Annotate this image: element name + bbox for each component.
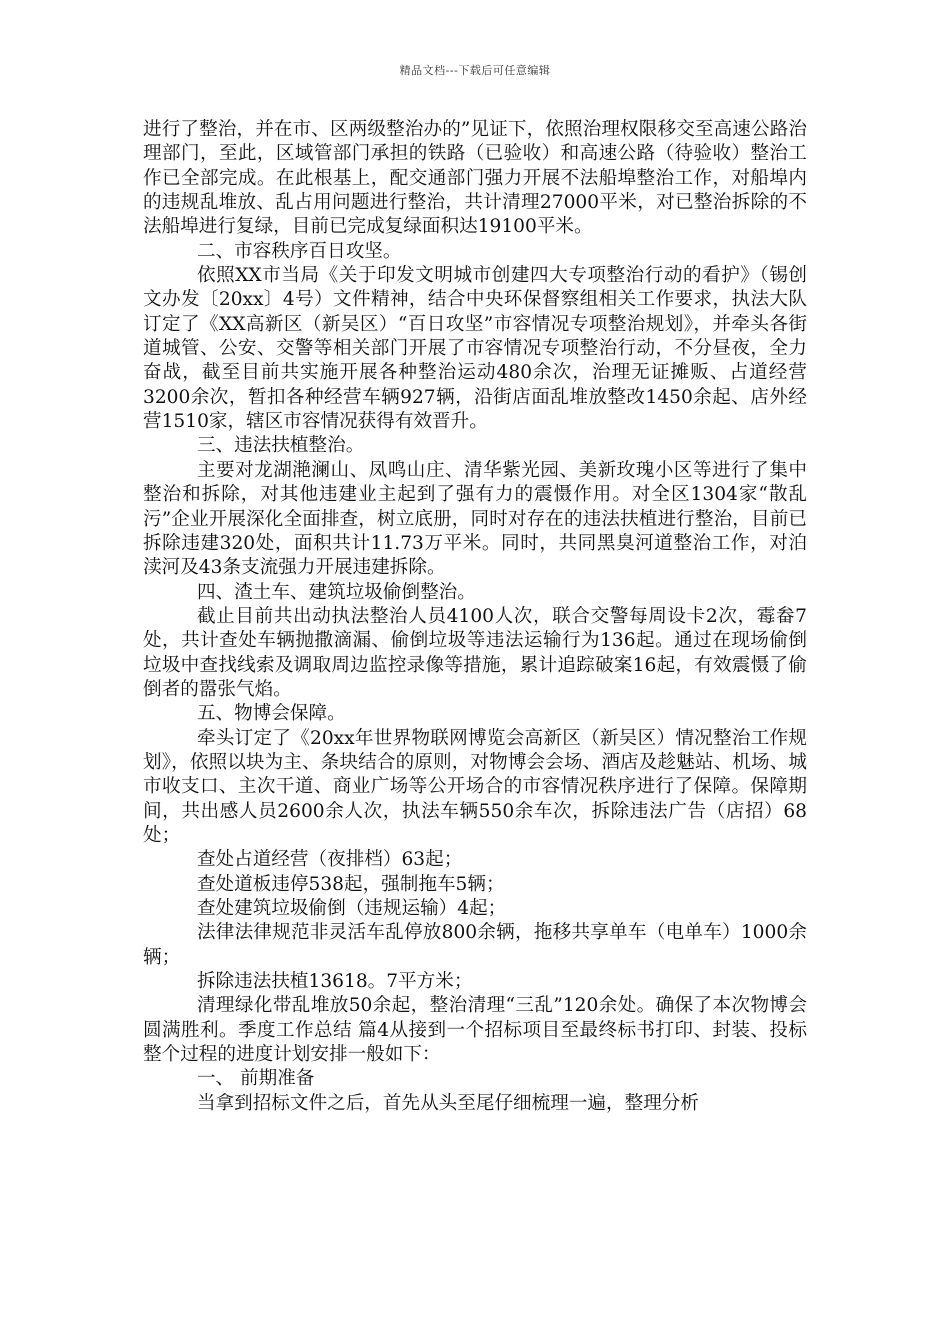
paragraph-continuation: 进行了整治，并在市、区两级整治办的”见证下，依照治理权限移交至高速公路治理部门，至此，区域管部门承担的铁路（已验收）和高速公路（待验收）整治工作已全部完成。在此根基上，配交通部门强力开展不法船埠整治工作，对船埠内的违规乱堆放、乱占用问题进行整治，共计清理27000平米，对已整治拆除的不法船埠进行复绿，目前已完成复绿面积达19100平米。 — [143, 119, 807, 238]
paragraph-summary: 清理绿化带乱堆放50余起，整治清理“三乱”120余处。确保了本次物博会圆满胜利。季度工作总结 篇4从接到一个招标项目至最终标书打印、封装、投标整个过程的进度计划安排一般如下： — [143, 995, 807, 1066]
paragraph-prep: 当拿到招标文件之后，首先从头至尾仔细梳理一遍，整理分析 — [196, 1092, 699, 1114]
section-heading-prep: 一、 前期准备 — [196, 1068, 315, 1090]
paragraph-section-5: 牵头订定了《20xx年世界物联网博览会高新区（新吴区）情况整治工作规划》，依照以块为主、条块结合的原则，对物博会会场、酒店及趁魅站、机场、城市收支口、主次干道、商业广场等公开场合的市容情况秩序进行了保障。保障期间，共出感人员2600余人次，执法车辆550余车次，拆除违法广告（店招）68处； — [143, 727, 807, 846]
paragraph-section-2: 依照XX市当局《关于印发文明城市创建四大专项整治行动的看护》（锡创文办发〔20xx〕4号）文件精神，结合中央环保督察组相关工作要求，执法大队订定了《XX高新区（新吴区）“百日攻坚”市容情况专项整治规划》，并牵头各街道城管、公安、交警等相关部门开展了市容情况专项整治行动，不分昼夜，全力奋战，截至目前共实施开展各种整治运动480余次，治理无证摊贩、占道经营3200余次，暂扣各种经营车辆927辆，沿街店面乱堆放整改1450余起、店外经营1510家，辖区市容情况获得有效晋升。 — [143, 265, 807, 433]
list-item: 法律法律规范非灵活车乱停放800余辆，拖移共享单车（电单车）1000余辆； — [143, 922, 807, 968]
list-item: 查处道板违停538起，强制拖车5辆； — [196, 873, 505, 895]
list-item: 查处建筑垃圾偷倒（违规运输）4起； — [196, 898, 507, 919]
page-header: 精品文档---下载后可任意编辑 — [399, 64, 551, 77]
list-item: 拆除违法扶植13618。7平方米； — [196, 971, 473, 993]
section-heading-5: 五、物博会保障。 — [196, 703, 346, 725]
section-heading-4: 四、渣土车、建筑垃圾偷倒整治。 — [196, 581, 476, 603]
document-body — [143, 118, 807, 1116]
section-heading-3: 三、违法扶植整治。 — [196, 435, 365, 457]
paragraph-section-4: 截止目前共出动执法整治人员4100人次，联合交警每周设卡2次，霉畚7处，共计查处车辆抛撒滴漏、偷倒垃圾等违法运输行为136起。通过在现场偷倒垃圾中查找线索及调取周边监控录像等措施，累计追踪破案16起，有效震慑了偷倒者的嚣张气焰。 — [143, 605, 807, 700]
list-item: 查处占道经营（夜排档）63起； — [196, 849, 463, 871]
paragraph-section-3: 主要对龙湖滟澜山、凤鸣山庄、清华紫光园、美新玫瑰小区等进行了集中整治和拆除，对其他违建业主起到了强有力的震慑作用。对全区1304家“散乱污”企业开展深化全面排查，树立底册，同时对存在的违法扶植进行整治，目前已拆除违建320处，面积共计11.73万平米。同时，共同黑臭河道整治工作，对泊渎河及43条支流强力开展违建拆除。 — [143, 459, 807, 579]
section-heading-2: 二、市容秩序百日攻坚。 — [196, 240, 402, 262]
